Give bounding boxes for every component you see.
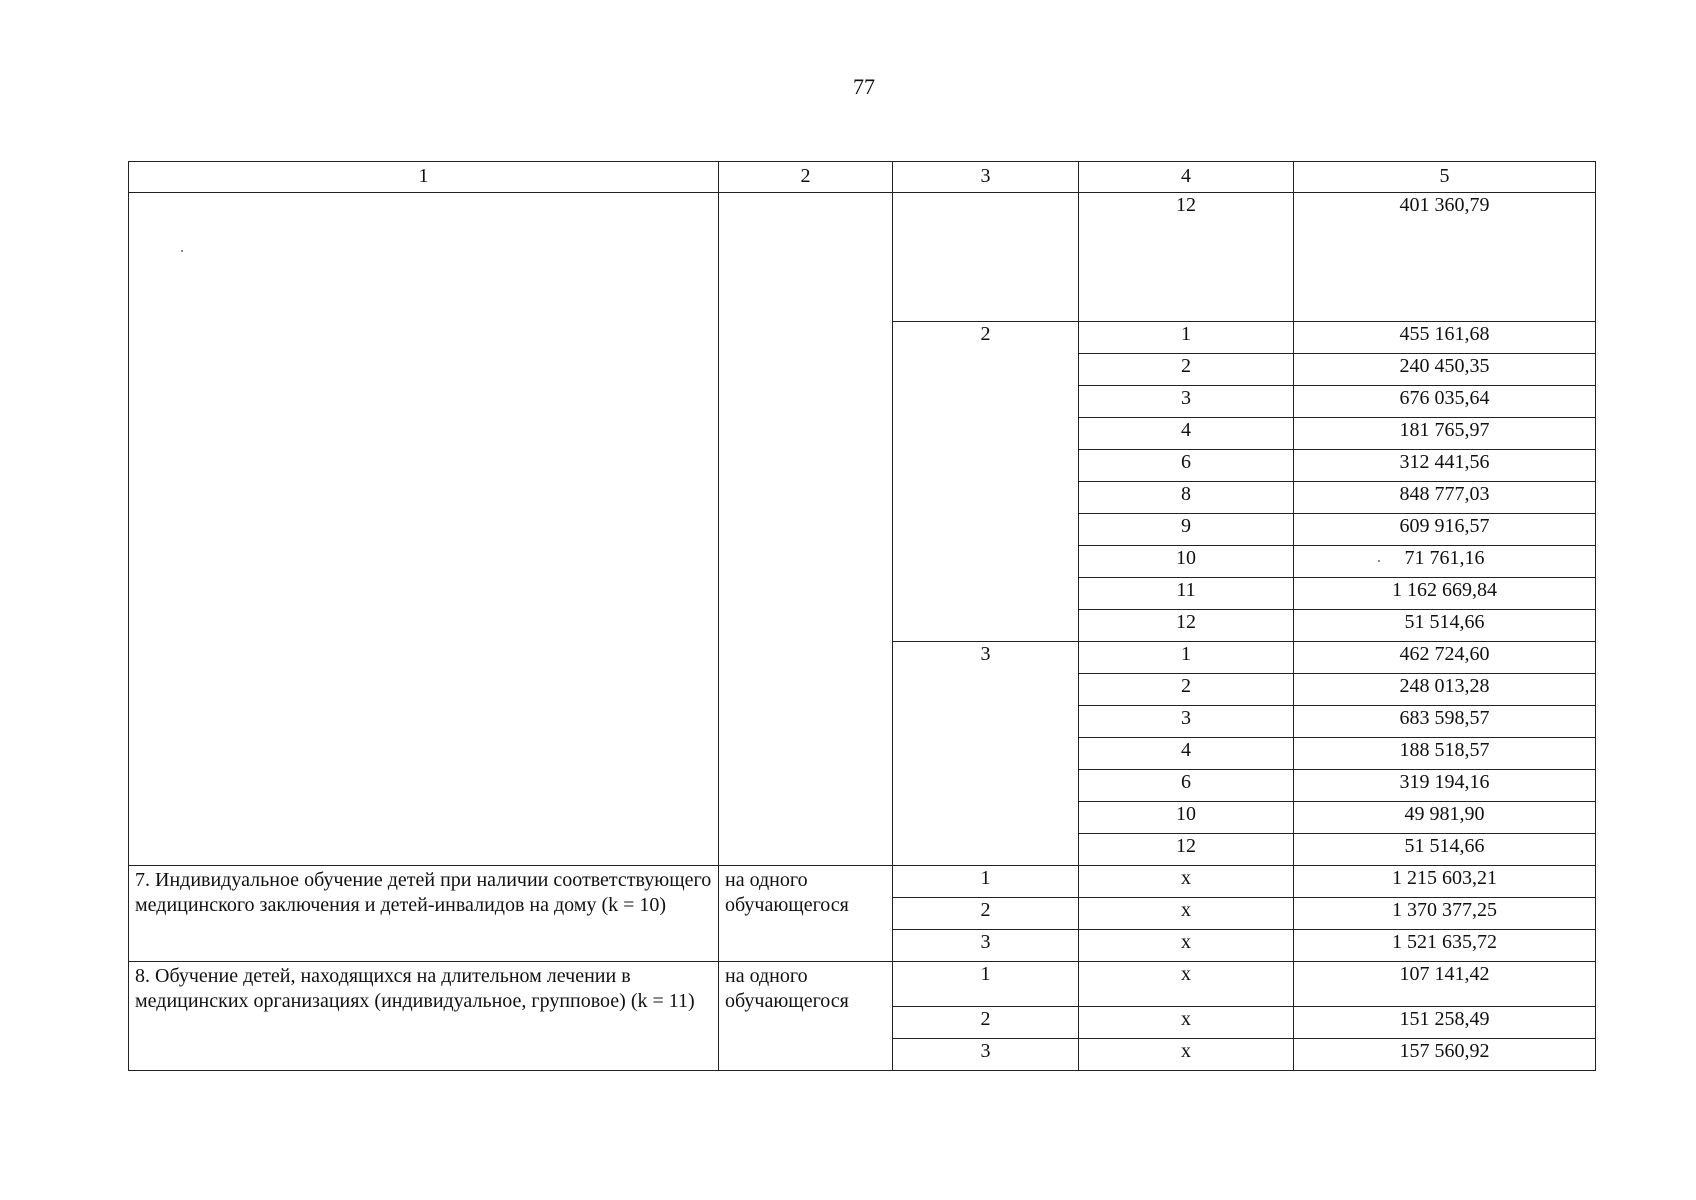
table-cell-col4: 12	[1079, 610, 1294, 642]
item7-unit-cell: на одного обучающегося	[719, 866, 893, 962]
table-cell-col4: 10	[1079, 546, 1294, 578]
table-cell-col4: 12	[1079, 834, 1294, 866]
table-cell-col5: 319 194,16	[1294, 770, 1596, 802]
table-cell-col5: 683 598,57	[1294, 706, 1596, 738]
table-cell-col4: 4	[1079, 418, 1294, 450]
table-cell-col4: х	[1079, 1039, 1294, 1071]
header-cell-5: 5	[1294, 162, 1596, 193]
table-cell-col4: 12	[1079, 193, 1294, 322]
table-cell-col5: 312 441,56	[1294, 450, 1596, 482]
table-cell-col5: 51 514,66	[1294, 834, 1596, 866]
item8-name-cell: 8. Обучение детей, находящихся на длительном лечении в медицинских организациях (индивидуальное, групповое) (k = 11)	[129, 962, 719, 1071]
header-cell-2: 2	[719, 162, 893, 193]
table-cell-col4: х	[1079, 930, 1294, 962]
table-cell-col4: 8	[1079, 482, 1294, 514]
scan-speck	[181, 250, 183, 252]
table-cell-col5: 151 258,49	[1294, 1007, 1596, 1039]
table-cell-col4: 2	[1079, 674, 1294, 706]
table-cell-col4: 6	[1079, 770, 1294, 802]
table-cell-col4: 11	[1079, 578, 1294, 610]
table-cell-col4: 3	[1079, 386, 1294, 418]
table-cell-col3: 1	[893, 866, 1079, 898]
table-cell-col5: 401 360,79	[1294, 193, 1596, 322]
header-cell-3: 3	[893, 162, 1079, 193]
table-cell-col3: 1	[893, 962, 1079, 1007]
table-cell-col5: 71 761,16	[1294, 546, 1596, 578]
table-cell-col5: 1 521 635,72	[1294, 930, 1596, 962]
table-cell-col5: 157 560,92	[1294, 1039, 1596, 1071]
table-row	[129, 866, 1596, 898]
continuation-col3-cell	[893, 193, 1079, 322]
table-cell-col5: 1 215 603,21	[1294, 866, 1596, 898]
table-cell-col4: 9	[1079, 514, 1294, 546]
table-cell-col3: 2	[893, 1007, 1079, 1039]
table-cell-col5: 1 162 669,84	[1294, 578, 1596, 610]
table-cell-col3: 2	[893, 322, 1079, 642]
table-cell-col4: 10	[1079, 802, 1294, 834]
table-cell-col3: 2	[893, 898, 1079, 930]
table-cell-col5: 49 981,90	[1294, 802, 1596, 834]
table-cell-col3: 3	[893, 642, 1079, 866]
table-cell-col4: х	[1079, 962, 1294, 1007]
table-cell-col5: 240 450,35	[1294, 354, 1596, 386]
table-cell-col3: 3	[893, 1039, 1079, 1071]
page-number: 77	[853, 74, 875, 99]
table-row	[129, 193, 1596, 322]
table-header-row	[129, 162, 1596, 193]
table-cell-col5: 462 724,60	[1294, 642, 1596, 674]
tariff-table	[128, 161, 1596, 1071]
table-cell-col5: 1 370 377,25	[1294, 898, 1596, 930]
table-cell-col5: 248 013,28	[1294, 674, 1596, 706]
table-cell-col5: 609 916,57	[1294, 514, 1596, 546]
continuation-name-cell	[129, 193, 719, 866]
table-cell-col4: 6	[1079, 450, 1294, 482]
table-cell-col5: 181 765,97	[1294, 418, 1596, 450]
table-cell-col5: 676 035,64	[1294, 386, 1596, 418]
table-row	[129, 962, 1596, 1007]
table-cell-col4: х	[1079, 898, 1294, 930]
item7-name-cell: 7. Индивидуальное обучение детей при наличии соответствующего медицинского заключения и детей-инвалидов на дому (k = 10)	[129, 866, 719, 962]
table-cell-col5: 188 518,57	[1294, 738, 1596, 770]
continuation-unit-cell	[719, 193, 893, 866]
table-cell-col4: 4	[1079, 738, 1294, 770]
table-cell-col3: 3	[893, 930, 1079, 962]
table-cell-col4: х	[1079, 866, 1294, 898]
table-cell-col4: 3	[1079, 706, 1294, 738]
table-cell-col4: 1	[1079, 322, 1294, 354]
table-cell-col4: 1	[1079, 642, 1294, 674]
table-cell-col4: х	[1079, 1007, 1294, 1039]
scan-speck	[1378, 560, 1380, 562]
item8-unit-cell: на одного обучающегося	[719, 962, 893, 1071]
table-cell-col5: 51 514,66	[1294, 610, 1596, 642]
table-cell-col4: 2	[1079, 354, 1294, 386]
header-cell-1: 1	[129, 162, 719, 193]
table-cell-col5: 455 161,68	[1294, 322, 1596, 354]
table-cell-col5: 848 777,03	[1294, 482, 1596, 514]
table-cell-col5: 107 141,42	[1294, 962, 1596, 1007]
header-cell-4: 4	[1079, 162, 1294, 193]
